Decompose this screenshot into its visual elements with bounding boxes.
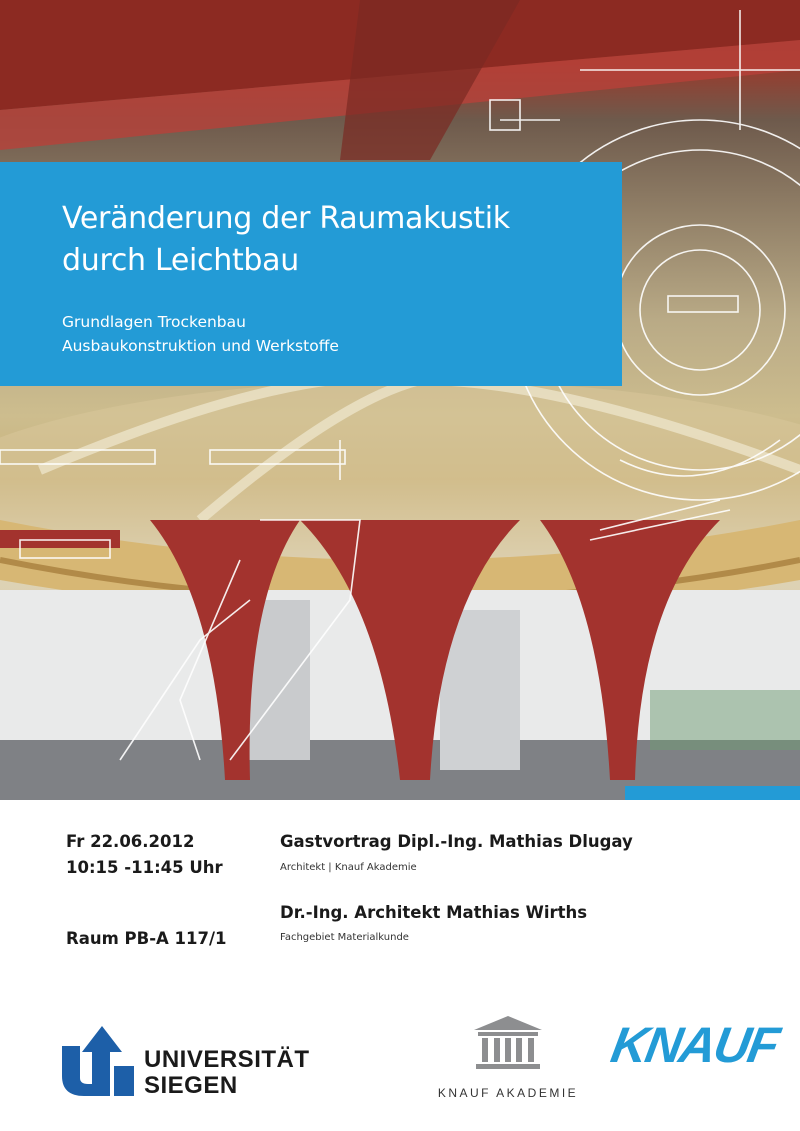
title-line: Veränderung der Raumakustik bbox=[62, 201, 510, 236]
temple-icon bbox=[472, 1014, 544, 1072]
title-line: durch Leichtbau bbox=[62, 243, 299, 278]
event-date: Fr 22.06.2012 bbox=[66, 832, 195, 851]
steel-beam bbox=[0, 530, 120, 548]
university-name-line: SIEGEN bbox=[144, 1072, 238, 1099]
knauf-akademie-logo bbox=[418, 1010, 598, 1100]
knauf-logo: KNAUF bbox=[607, 1017, 782, 1073]
akademie-label: KNAUF AKADEMIE bbox=[437, 1086, 579, 1100]
university-siegen-logo-icon bbox=[62, 1026, 134, 1096]
event-time: 10:15 -11:45 Uhr bbox=[66, 858, 223, 877]
wall-panel bbox=[650, 690, 800, 750]
page-title bbox=[62, 198, 510, 282]
university-logo bbox=[62, 1026, 322, 1099]
speaker-name: Dr.-Ing. Architekt Mathias Wirths bbox=[280, 903, 588, 922]
speaker-role: Architekt | Knauf Akademie bbox=[280, 862, 417, 873]
speaker-role: Fachgebiet Materialkunde bbox=[280, 932, 409, 943]
university-name-line: UNIVERSITÄT bbox=[144, 1046, 310, 1073]
title-banner bbox=[0, 162, 622, 386]
subtitle-line: Ausbaukonstruktion und Werkstoffe bbox=[62, 337, 339, 355]
subtitle-line: Grundlagen Trockenbau bbox=[62, 313, 246, 331]
speaker-name: Gastvortrag Dipl.-Ing. Mathias Dlugay bbox=[280, 832, 633, 851]
subtitle bbox=[62, 310, 339, 358]
event-room: Raum PB-A 117/1 bbox=[66, 929, 227, 948]
accent-strip bbox=[625, 786, 800, 800]
